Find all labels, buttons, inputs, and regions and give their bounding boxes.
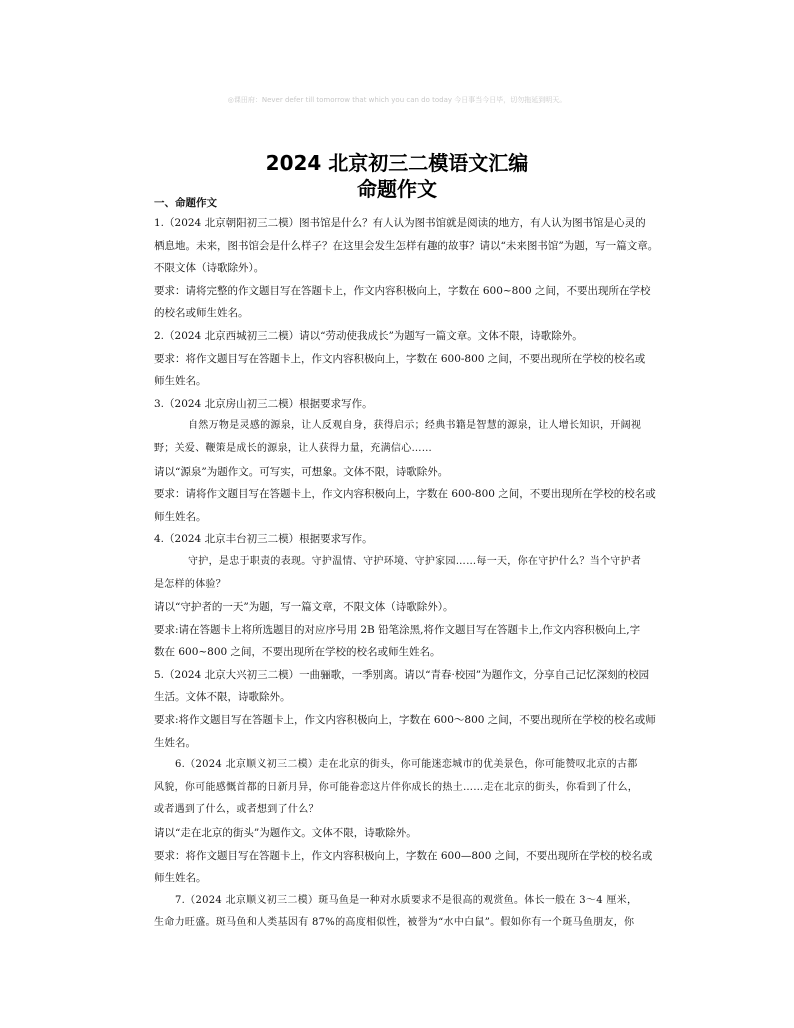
- text-line: 2.（2024 北京西城初三二模）请以“劳动使我成长”为题写一篇文章。文体不限，诗歌除外。: [154, 329, 583, 342]
- text-line: 请以“源泉”为题作文。可写实，可想象。文体不限，诗歌除外。: [154, 465, 449, 478]
- quote-line: 守护，是忠于职责的表现。守护温情、守护环境、守护家园……每一天，你在守护什么？当个守护者: [188, 555, 642, 567]
- quote-line: 生命力旺盛。斑马鱼和人类基因有 87%的高度相似性，被誉为“水中白鼠”。假如你有一个斑马鱼朋友，你: [154, 917, 635, 929]
- text-line: 要求:将作文题目写在答题卡上，作文内容积极向上，字数在 600～800 之间，不要出现所在学校的校名或师: [154, 714, 656, 727]
- text-line: 师生姓名。: [154, 375, 207, 388]
- text-line: 生活。文体不限，诗歌除外。: [154, 691, 291, 704]
- text-line: 要求：将作文题目写在答题卡上，作文内容积极向上，字数在 600—800 之间，不要出现所在学校的校名或: [154, 849, 653, 862]
- text-line: 生姓名。: [154, 736, 196, 749]
- text-line: 要求:请在答题卡上将所选题目的对应序号用 2B 铅笔涂黑,将作文题目写在答题卡上,作文内容积极向上,字: [154, 623, 641, 636]
- text-line: 师生姓名。: [154, 510, 207, 523]
- quote-line: 是怎样的体验？: [154, 578, 227, 590]
- quote-line: 6.（2024 北京顺义初三二模）走在北京的街头，你可能迷恋城市的优美景色，你可能赞叹北京的古都: [175, 759, 638, 771]
- quote-line: 自然万物是灵感的源泉，让人反观自身，获得启示；经典书籍是智慧的源泉，让人增长知识，开阔视: [188, 420, 642, 432]
- quote-line: 或者遇到了什么，或者想到了什么？: [154, 804, 319, 816]
- text-line: 4.（2024 北京丰台初三二模）根据要求写作。: [154, 533, 373, 546]
- text-line: 栖息地。未来，图书馆会是什么样子？在这里会发生怎样有趣的故事？请以“未来图书馆”为题，写一篇文章。: [154, 239, 659, 252]
- text-line: 的校名或师生姓名。: [154, 307, 249, 320]
- text-line: 不限文体（诗歌除外）。: [154, 262, 265, 275]
- text-line: 要求：请将完整的作文题目写在答题卡上，作文内容积极向上，字数在 600~800 之间，不要出现所在学校: [154, 284, 651, 297]
- section-heading: 一、命题作文: [154, 197, 217, 209]
- quote-line: 风貌，你可能感慨首都的日新月异，你可能眷恋这片伴你成长的热土……走在北京的街头，你看到了什么，: [154, 781, 639, 793]
- document-body: [154, 196, 716, 935]
- text-line: 请以“守护者的一天”为题，写一篇文章，不限文体（诗歌除外）。: [154, 601, 454, 614]
- quote-line: 7.（2024 北京顺义初三二模）斑马鱼是一种对水质要求不是很高的观赏鱼。体长一般在 3～4 厘米，: [175, 894, 638, 906]
- text-line: 1.（2024 北京朝阳初三二模）图书馆是什么？有人认为图书馆就是阅读的地方，有人认为图书馆是心灵的: [154, 217, 646, 229]
- text-line: 师生姓名。: [154, 872, 207, 885]
- text-line: 3.（2024 北京房山初三二模）根据要求写作。: [154, 397, 373, 410]
- quote-line: 野；关爱、鞭策是成长的源泉，让人获得力量，充满信心……: [154, 442, 433, 454]
- text-line: 要求：将作文题目写在答题卡上，作文内容积极向上，字数在 600-800 之间，不要出现所在学校的校名或: [154, 352, 646, 365]
- watermark-text: ◎课田府：Never defer till tomorrow that which you can do today 今日事当今日毕，切勿拖延到明天。: [227, 96, 567, 104]
- text-line: 要求：请将作文题目写在答题卡上，作文内容积极向上，字数在 600-800 之间，不要出现所在学校的校名或: [154, 488, 656, 501]
- document-title: 2024 北京初三二模语文汇编: [265, 151, 529, 175]
- text-line: 请以“走在北京的街头”为题作文。文体不限，诗歌除外。: [154, 827, 417, 840]
- text-line: 5.（2024 北京大兴初三二模）一曲骊歌，一季别离。请以“青春·校园”为题作文，分享自己记忆深刻的校园: [154, 668, 650, 681]
- document-subtitle: 命题作文: [357, 177, 437, 201]
- text-line: 数在 600~800 之间，不要出现所在学校的校名或师生姓名。: [154, 646, 441, 659]
